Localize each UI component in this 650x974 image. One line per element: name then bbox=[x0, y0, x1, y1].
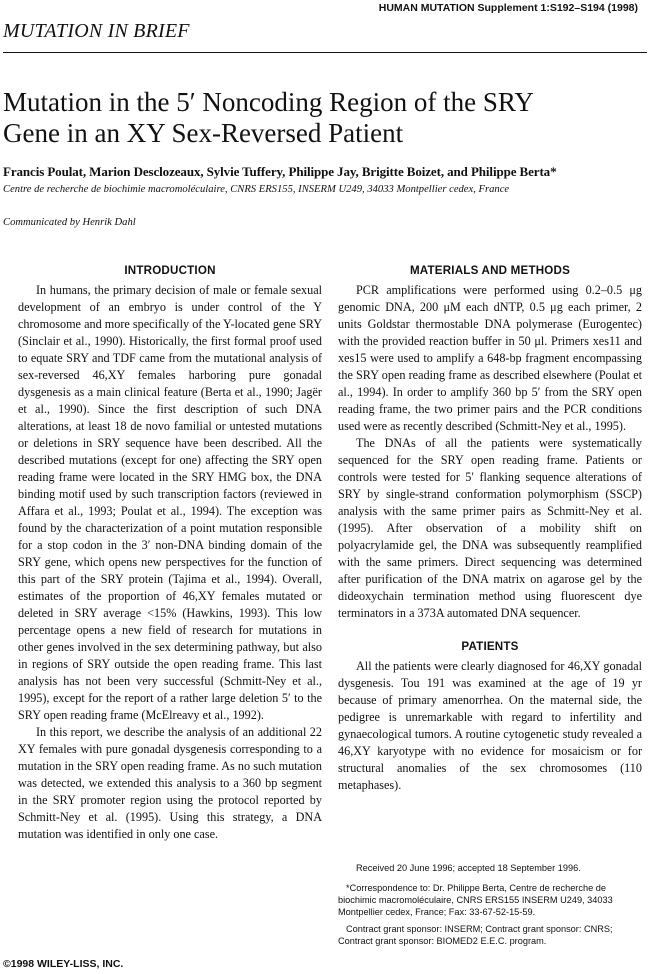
patients-paragraph: All the patients were clearly diagnosed for 46,XY gonadal dysgenesis. Tou 191 was examined at the age of 19 yr because of primary amenorrhea. On the maternal side, the pedigree is unremarkable with regard to infertility and gynaecological tumors. A routine cytogenetic study revealed a 46,XY karyotype with no evidence for mosaicism or for structural anomalies of the sex chromosomes (110 metaphases). bbox=[338, 659, 642, 792]
methods-paragraph: PCR amplifications were performed using 0.2–0.5 μg genomic DNA, 200 μM each dNTP, 0.5 μg each primer, 2 units Goldstar thermostable DNA polymerase (Eurogentec) with the provided reaction buffer in 50 μl. Primers xes11 and xes15 were used to amplify a 648-bp fragment encompassing the SRY open reading frame as described elsewhere (Poulat et al., 1994). In order to amplify 360 bp 5′ from the SRY open reading frame, the two primer pairs and the PCR conditions used were as recently described (Schmitt-Ney et al., 1995). bbox=[338, 283, 642, 433]
methods-paragraph: The DNAs of all the patients were systematically sequenced for the SRY open reading frame. Patients or controls were tested for 5′ flanking sequence alterations of SRY by single-strand conformation polymorphism (SSCP) analysis with the same primer pairs as Schmitt-Ney et al. (1995). After observation of a mobility shift on polyacrylamide gel, the DNA was subsequently reamplified with the same primers. Direct sequencing was determined after purification of the DNA matrix on agarose gel by the dideoxychain termination method using fluorescent dye terminators in a 373A automated DNA sequencer. bbox=[338, 436, 642, 620]
footnotes bbox=[338, 862, 646, 952]
communicated-by: Communicated by Henrik Dahl bbox=[3, 217, 136, 228]
article-title-line: Mutation in the 5′ Noncoding Region of the SRY bbox=[3, 87, 534, 117]
article-title-line: Gene in an XY Sex-Reversed Patient bbox=[3, 118, 404, 148]
section-label: MUTATION IN BRIEF bbox=[3, 20, 190, 42]
author-list: Francis Poulat, Marion Desclozeaux, Sylvie Tuffery, Philippe Jay, Brigitte Boizet, and Philippe Berta* bbox=[3, 164, 557, 179]
article-title bbox=[3, 87, 643, 149]
introduction-heading: INTRODUCTION bbox=[124, 264, 216, 277]
header-rule bbox=[3, 52, 647, 53]
left-column bbox=[18, 262, 322, 843]
right-column bbox=[338, 262, 642, 794]
journal-reference: HUMAN MUTATION Supplement 1:S192–S194 (1998) bbox=[378, 2, 638, 14]
received-date-note: Received 20 June 1996; accepted 18 September 1996. bbox=[356, 863, 581, 873]
grant-sponsor-note: Contract grant sponsor: INSERM; Contract grant sponsor: CNRS; Contract grant sponsor: BIOMED2 E.E.C. program. bbox=[338, 924, 613, 946]
methods-heading: MATERIALS AND METHODS bbox=[409, 264, 571, 277]
correspondence-note: *Correspondence to: Dr. Philippe Berta, Centre de recherche de biochimic macromoléculaire, CNRS ERS155 INSERM U249, 34033 Montpellier cedex, France; Fax: 33-67-52-15-59. bbox=[338, 883, 613, 917]
section-gap bbox=[338, 622, 642, 638]
copyright: ©1998 WILEY-LISS, INC. bbox=[3, 958, 124, 970]
affiliation: Centre de recherche de biochimie macromoléculaire, CNRS ERS155, INSERM U249, 34033 Montpellier cedex, France bbox=[3, 184, 510, 195]
patients-heading: PATIENTS bbox=[461, 640, 519, 653]
introduction-paragraph: In this report, we describe the analysis of an additional 22 XY females with pure gonadal dysgenesis corresponding to a mutation in the SRY open reading frame. As no such mutation was detected, we extended this analysis to a 360 bp segment in the SRY promoter region using the protocol reported by Schmitt-Ney et al. (1995). Using this strategy, a DNA mutation was identified in only one case. bbox=[18, 725, 322, 841]
introduction-paragraph: In humans, the primary decision of male or female sexual development of an embryo is under control of the Y chromosome and more specifically of the Y-located gene SRY (Sinclair et al., 1990). Historically, the first formal proof used to equate SRY and TDF came from the mutational analysis of sex-reversed 46,XY females harboring pure gonadal dysgenesis as a main clinical feature (Berta et al., 1990; Jagër et al., 1990). Since the first description of such DNA alterations, at least 18 de novo familial or untested mutations or deletions in SRY sequence have been described. All the described mutations (except for one) affecting the SRY open reading frame were located in the SRY HMG box, the DNA binding motif used by such transcription factors (reviewed in Affara et al., 1993; Poulat et al., 1994). The exception was found by the characterization of a point mutation responsible for a stop codon in the 3′ non-DNA binding domain of the SRY gene, which opens new perspectives for the function of this part of the SRY protein (Tajima et al., 1994). Overall, estimates of the proportion of 46,XY females mutated or deleted in SRY average <15% (Hawkins, 1993). This low percentage opens a new field of research for mutations in other genes involved in the sex determining pathway, but also in regions of SRY outside the open reading frame. This last analysis has not been very successful (Schmitt-Ney et al., 1995), except for the report of a rather large deletion 5′ to the SRY open reading frame (McElreavy et al., 1992). bbox=[18, 283, 322, 722]
